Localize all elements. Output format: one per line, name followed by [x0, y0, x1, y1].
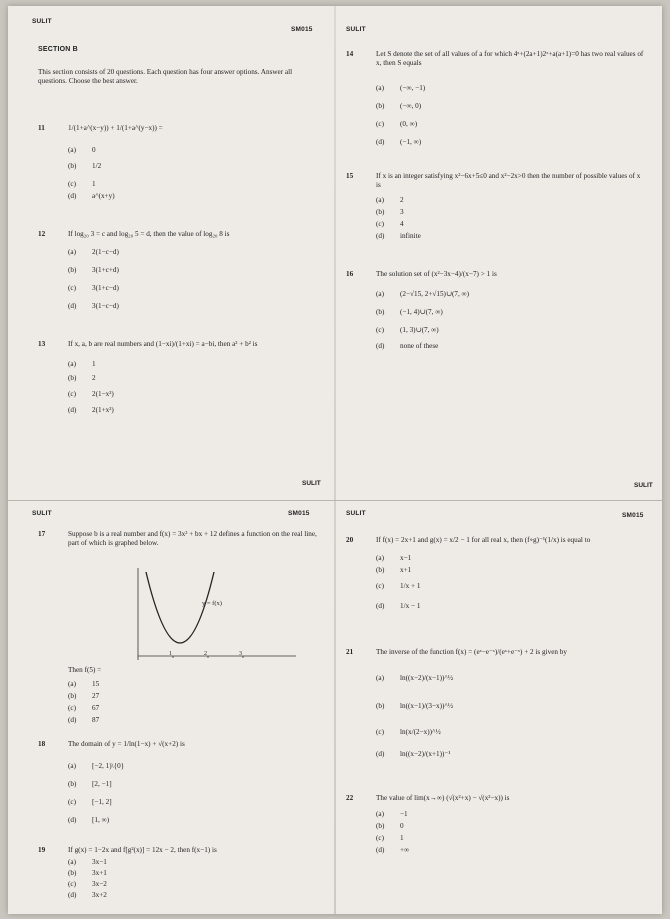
photographed-sheet [8, 6, 662, 914]
option-a[interactable]: (a) −1 [376, 810, 408, 818]
option-c[interactable]: (c) ln(x/(2−x))^½ [376, 728, 441, 736]
option-d[interactable]: (d) 3x+2 [68, 891, 107, 899]
option-c[interactable]: (c) 3x−2 [68, 880, 107, 888]
section-title: SECTION B [38, 46, 78, 53]
header-code: SM015 [622, 512, 644, 519]
question-15 [346, 172, 646, 252]
question-17 [38, 530, 326, 750]
question-19 [38, 846, 326, 910]
question-16 [346, 270, 646, 360]
option-d[interactable]: (d) 87 [68, 716, 100, 724]
parabola-graph [118, 564, 298, 662]
option-a[interactable]: (a) 2 [376, 196, 404, 204]
option-c[interactable]: (c) [−1, 2] [68, 798, 112, 806]
option-b[interactable]: (b) 0 [376, 822, 404, 830]
option-d[interactable]: (d) 3(1−c−d) [68, 302, 119, 310]
option-a[interactable]: (a) 3x−1 [68, 858, 107, 866]
question-number: 18 [38, 740, 46, 748]
option-d[interactable]: (d) 1/x − 1 [376, 602, 421, 610]
header-sulit: SULIT [346, 510, 366, 517]
question-12 [38, 230, 318, 320]
option-b[interactable]: (b) [2, −1] [68, 780, 112, 788]
option-a[interactable]: (a) 15 [68, 680, 100, 688]
option-d[interactable]: (d) +∞ [376, 846, 410, 854]
option-a[interactable]: (a) (2−√15, 2+√15)∪(7, ∞) [376, 290, 470, 298]
option-a[interactable]: (a) (−∞, −1) [376, 84, 426, 92]
option-d[interactable]: (d) none of these [376, 342, 439, 350]
option-b[interactable]: (b) ln((x−1)/(3−x))^½ [376, 702, 454, 710]
question-text: If log₂₀ 3 = c and log₂₀ 5 = d, then the value of log₂₀ 8 is [68, 230, 230, 238]
option-d[interactable]: (d) 2(1+x²) [68, 406, 114, 414]
option-c[interactable]: (c) 1/x + 1 [376, 582, 421, 590]
header-code: SM015 [288, 510, 310, 517]
option-d[interactable]: (d) ln((x−2)/(x+1))⁻¹ [376, 750, 451, 758]
option-a[interactable]: (a) x−1 [376, 554, 412, 562]
question-number: 12 [38, 230, 46, 238]
question-text: If x is an integer satisfying x²−6x+5≤0 and x²−2x>0 then the number of possible values of x is [376, 172, 641, 189]
question-number: 15 [346, 172, 354, 180]
center-fold [334, 6, 336, 914]
option-c[interactable]: (c) 3(1+c−d) [68, 284, 119, 292]
question-11 [38, 124, 318, 204]
option-c[interactable]: (c) 2(1−x²) [68, 390, 114, 398]
option-a[interactable]: (a) [−2, 1)\{0} [68, 762, 125, 770]
option-a[interactable]: (a) 2(1−c−d) [68, 248, 119, 256]
question-13 [38, 340, 318, 430]
question-text: If f(x) = 2x+1 and g(x) = x/2 − 1 for all real x, then (f∘g)⁻¹(1/x) is equal to [376, 536, 591, 544]
option-d[interactable]: (d) (−1, ∞) [376, 138, 422, 146]
question-text: The inverse of the function f(x) = (eˣ−e⁻ˣ)/(eˣ+e⁻ˣ) + 2 is given by [376, 648, 567, 656]
page-bottom-left [26, 504, 326, 910]
question-22 [346, 794, 652, 864]
question-text: If g(x) = 1−2x and f[g²(x)] = 12x − 2, then f(x−1) is [68, 846, 217, 854]
option-d[interactable]: (d) [1, ∞) [68, 816, 110, 824]
question-number: 20 [346, 536, 354, 544]
question-number: 11 [38, 124, 45, 132]
header-sulit: SULIT [32, 18, 52, 25]
option-a[interactable]: (a) ln((x−2)/(x−1))^½ [376, 674, 454, 682]
question-text: Let S denote the set of all values of a for which 4ˣ+(2a+1)2ˣ+a(a+1)=0 has two real values of x, then S equals [376, 50, 644, 67]
option-d[interactable]: (d) a^(x+y) [68, 192, 115, 200]
footer-sulit: SULIT [302, 480, 321, 487]
question-14 [346, 50, 646, 150]
question-number: 16 [346, 270, 354, 278]
question-text: The value of lim(x→∞) (√(x²+x) − √(x²−x)) is [376, 794, 510, 802]
graph-label: y = f(x) [202, 600, 222, 607]
page-top-left [26, 12, 326, 492]
option-c[interactable]: (c) (1, 3)∪(7, ∞) [376, 326, 439, 334]
question-number: 13 [38, 340, 46, 348]
header-sulit: SULIT [32, 510, 52, 517]
question-21 [346, 648, 652, 768]
tick-label-2: 2 [204, 651, 207, 657]
page-bottom-right [342, 504, 658, 910]
question-20 [346, 536, 652, 626]
question-text: The domain of y = 1/ln(1−x) + √(x+2) is [68, 740, 185, 748]
page-top-right [342, 12, 658, 492]
option-b[interactable]: (b) 1/2 [68, 162, 102, 170]
option-c[interactable]: (c) 67 [68, 704, 100, 712]
option-a[interactable]: (a) 0 [68, 146, 96, 154]
option-b[interactable]: (b) 2 [68, 374, 96, 382]
option-c[interactable]: (c) 1 [68, 180, 96, 188]
question-text: Suppose b is a real number and f(x) = 3x² + bx + 12 defines a function on the real line, part of which is graphed below. [68, 530, 317, 547]
footer-sulit: SULIT [634, 482, 653, 489]
question-text: The solution set of (x²−3x−4)/(x−7) > 1 is [376, 270, 497, 278]
header-sulit: SULIT [346, 26, 366, 33]
question-number: 17 [38, 530, 46, 538]
question-number: 22 [346, 794, 354, 802]
question-number: 14 [346, 50, 354, 58]
option-c[interactable]: (c) 1 [376, 834, 404, 842]
option-b[interactable]: (b) 3 [376, 208, 404, 216]
question-number: 21 [346, 648, 354, 656]
option-b[interactable]: (b) (−∞, 0) [376, 102, 422, 110]
option-b[interactable]: (b) (−1, 4)∪(7, ∞) [376, 308, 443, 316]
option-d[interactable]: (d) infinite [376, 232, 421, 240]
tick-label-1: 1 [169, 651, 172, 657]
option-a[interactable]: (a) 1 [68, 360, 96, 368]
question-text: 1/(1+a^(x−y)) + 1/(1+a^(y−x)) = [68, 124, 163, 132]
option-b[interactable]: (b) 27 [68, 692, 100, 700]
question-stem: Then f(5) = [68, 666, 102, 674]
horizontal-fold [8, 500, 662, 501]
option-c[interactable]: (c) (0, ∞) [376, 120, 418, 128]
question-number: 19 [38, 846, 46, 854]
option-b[interactable]: (b) 3x+1 [68, 869, 107, 877]
instructions: This section consists of 20 questions. Each question has four answer options. Answer all questions. Choose the best answer. [38, 68, 293, 85]
option-b[interactable]: (b) x+1 [376, 566, 412, 574]
tick-label-3: 3 [239, 651, 242, 657]
header-code: SM015 [291, 26, 313, 33]
option-b[interactable]: (b) 3(1+c+d) [68, 266, 119, 274]
question-text: If x, a, b are real numbers and (1−xi)/(1+xi) = a−bi, then a² + b² is [68, 340, 258, 348]
question-18 [38, 740, 326, 840]
option-c[interactable]: (c) 4 [376, 220, 404, 228]
